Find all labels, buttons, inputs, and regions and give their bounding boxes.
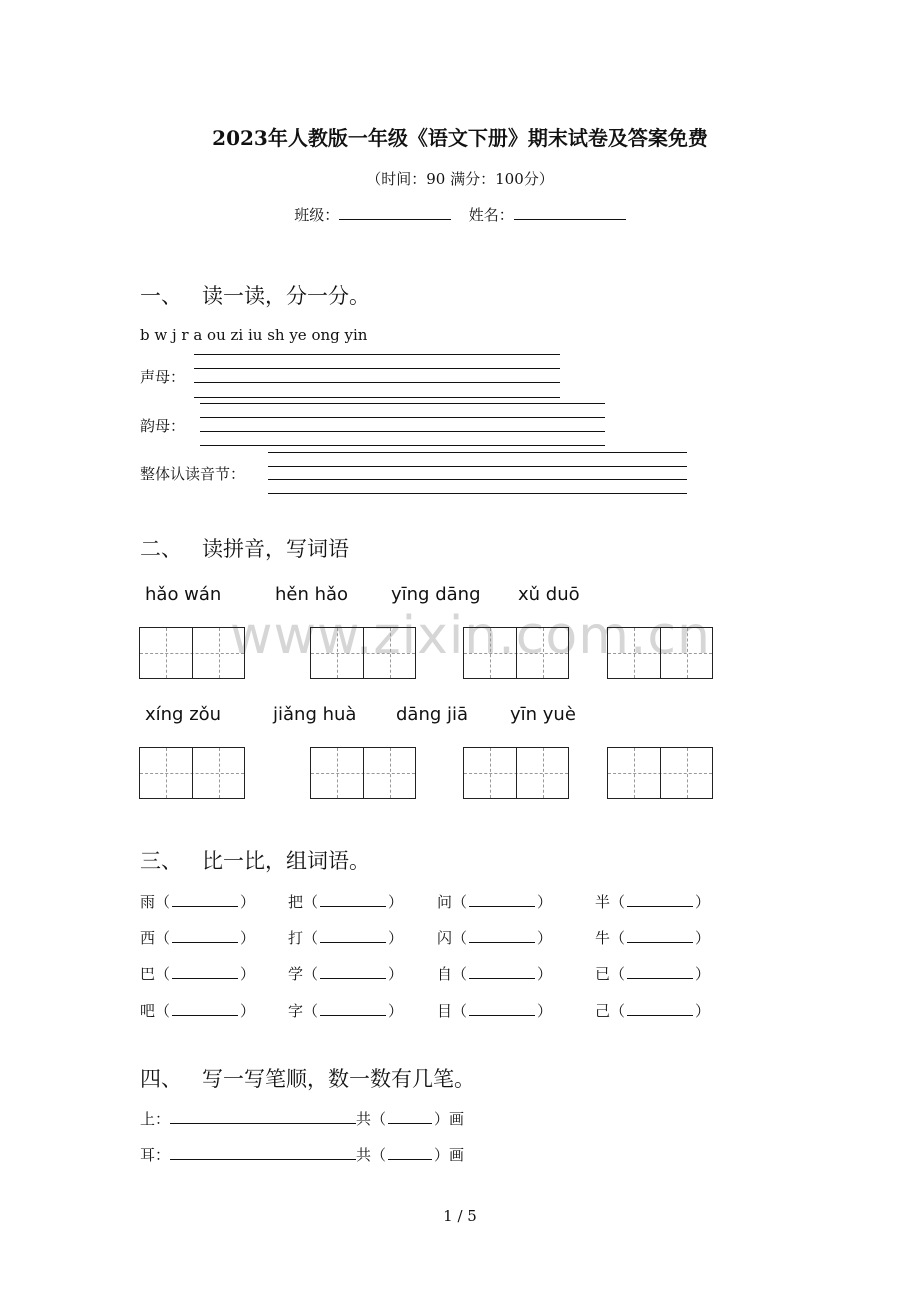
writing-grid[interactable] [463,747,569,799]
pinyin-word: hěn hǎo [275,584,349,605]
close-paren: ） [388,965,404,983]
pinyin-word: yīn yuè [510,704,576,725]
compare-char: 半 [595,893,611,911]
pinyin-word: jiǎng huà [273,704,357,725]
compare-char: 问 [437,893,453,911]
compare-char: 目 [437,1002,453,1020]
word-answer-field[interactable] [627,928,693,943]
section-number: 二、 [140,537,182,561]
section-2-heading [140,533,349,563]
compare-char: 已 [595,965,611,983]
open-paren: （ [610,929,626,947]
stroke-count-field[interactable] [388,1145,432,1160]
word-answer-field[interactable] [172,964,238,979]
yunmu-label: 韵母： [140,417,186,435]
zhengti-label: 整体认读音节： [140,465,246,483]
answer-line[interactable] [268,452,687,453]
compare-item [437,1000,552,1021]
close-paren: ） [240,965,256,983]
answer-line[interactable] [194,397,560,398]
writing-grid[interactable] [463,627,569,679]
compare-item [140,1000,255,1021]
close-paren: ） [695,893,711,911]
word-answer-field[interactable] [172,1001,238,1016]
word-answer-field[interactable] [172,928,238,943]
compare-item [288,963,403,984]
section-number: 一、 [140,284,182,308]
close-paren: ） [240,893,256,911]
answer-line[interactable] [194,382,560,383]
open-paren: （ [610,1002,626,1020]
word-answer-field[interactable] [627,892,693,907]
close-paren: ） [537,1002,553,1020]
open-paren: （ [155,893,171,911]
word-answer-field[interactable] [627,1001,693,1016]
section-3-heading [140,845,370,875]
compare-item [437,891,552,912]
pinyin-word: yīng dāng [391,584,481,605]
open-paren: （ [303,1002,319,1020]
name-field[interactable] [514,203,626,220]
compare-item [140,891,255,912]
shengmu-label: 声母： [140,368,186,386]
pinyin-word: xíng zǒu [145,704,222,725]
open-paren: （ [303,965,319,983]
close-paren: ） [537,965,553,983]
compare-item [140,927,255,948]
writing-grid[interactable] [607,627,713,679]
compare-item [288,891,403,912]
close-paren: ） [388,1002,404,1020]
answer-line[interactable] [200,431,605,432]
compare-item [437,927,552,948]
section-1-heading [140,280,370,310]
close-paren: ） [240,929,256,947]
answer-line[interactable] [194,368,560,369]
class-label: 班级： [294,206,340,224]
open-paren: （ [155,1002,171,1020]
compare-char: 雨 [140,893,156,911]
answer-line[interactable] [268,479,687,480]
compare-item [437,963,552,984]
compare-char: 打 [288,929,304,947]
section-number: 三、 [140,849,182,873]
stroke-char: 耳： [140,1146,171,1164]
compare-char: 学 [288,965,304,983]
stroke-count-close: ）画 [434,1146,465,1164]
name-label: 姓名： [468,206,514,224]
open-paren: （ [155,965,171,983]
stroke-count-open: 共（ [356,1110,387,1128]
word-answer-field[interactable] [627,964,693,979]
student-info [0,203,920,225]
writing-grid[interactable] [607,747,713,799]
answer-line[interactable] [200,403,605,404]
stroke-order-field[interactable] [170,1109,356,1124]
section-title: 写一写笔顺，数一数有几笔。 [202,1067,475,1091]
open-paren: （ [452,893,468,911]
answer-line[interactable] [200,417,605,418]
page-number: 1 / 5 [443,1207,477,1225]
close-paren: ） [240,1002,256,1020]
compare-char: 牛 [595,929,611,947]
word-answer-field[interactable] [320,892,386,907]
compare-char: 巴 [140,965,156,983]
close-paren: ） [695,929,711,947]
class-field[interactable] [339,203,451,220]
compare-char: 闪 [437,929,453,947]
exam-info: （时间：90 满分：100分） [366,170,554,188]
compare-item [288,927,403,948]
open-paren: （ [610,965,626,983]
close-paren: ） [695,1002,711,1020]
word-answer-field[interactable] [469,964,535,979]
open-paren: （ [303,893,319,911]
compare-char: 自 [437,965,453,983]
open-paren: （ [452,929,468,947]
section-title: 读拼音，写词语 [202,537,349,561]
compare-char: 己 [595,1002,611,1020]
word-answer-field[interactable] [469,928,535,943]
page-title: 2023年人教版一年级《语文下册》期末试卷及答案免费 [212,126,708,150]
word-answer-field[interactable] [172,892,238,907]
compare-item [595,1000,710,1021]
pinyin-letters: b w j r a ou zi iu sh ye ong yin [140,326,368,344]
writing-grid[interactable] [139,747,245,799]
pinyin-word: dāng jiā [396,704,469,725]
open-paren: （ [155,929,171,947]
section-number: 四、 [140,1067,182,1091]
compare-item [288,1000,403,1021]
section-4-heading [140,1063,475,1093]
writing-grid[interactable] [139,627,245,679]
stroke-count-field[interactable] [388,1109,432,1124]
pinyin-word: xǔ duō [518,584,580,605]
writing-grid[interactable] [310,627,416,679]
compare-char: 西 [140,929,156,947]
writing-grid[interactable] [310,747,416,799]
answer-line[interactable] [200,445,605,446]
open-paren: （ [610,893,626,911]
stroke-order-row [140,1144,464,1165]
compare-char: 字 [288,1002,304,1020]
word-answer-field[interactable] [320,964,386,979]
word-answer-field[interactable] [469,1001,535,1016]
close-paren: ） [388,929,404,947]
stroke-count-open: 共（ [356,1146,387,1164]
close-paren: ） [695,965,711,983]
word-answer-field[interactable] [320,1001,386,1016]
compare-item [595,963,710,984]
word-answer-field[interactable] [469,892,535,907]
close-paren: ） [537,893,553,911]
stroke-char: 上： [140,1110,171,1128]
answer-line[interactable] [194,354,560,355]
answer-line[interactable] [268,493,687,494]
open-paren: （ [452,965,468,983]
stroke-order-field[interactable] [170,1145,356,1160]
open-paren: （ [452,1002,468,1020]
compare-char: 把 [288,893,304,911]
close-paren: ） [537,929,553,947]
watermark: www.zixin.com.cn [230,606,711,666]
compare-item [595,927,710,948]
section-title: 读一读，分一分。 [202,284,370,308]
open-paren: （ [303,929,319,947]
word-answer-field[interactable] [320,928,386,943]
compare-item [595,891,710,912]
answer-line[interactable] [268,466,687,467]
compare-char: 吧 [140,1002,156,1020]
stroke-order-row [140,1108,464,1129]
section-title: 比一比，组词语。 [202,849,370,873]
compare-item [140,963,255,984]
stroke-count-close: ）画 [434,1110,465,1128]
close-paren: ） [388,893,404,911]
pinyin-word: hǎo wán [145,584,222,605]
